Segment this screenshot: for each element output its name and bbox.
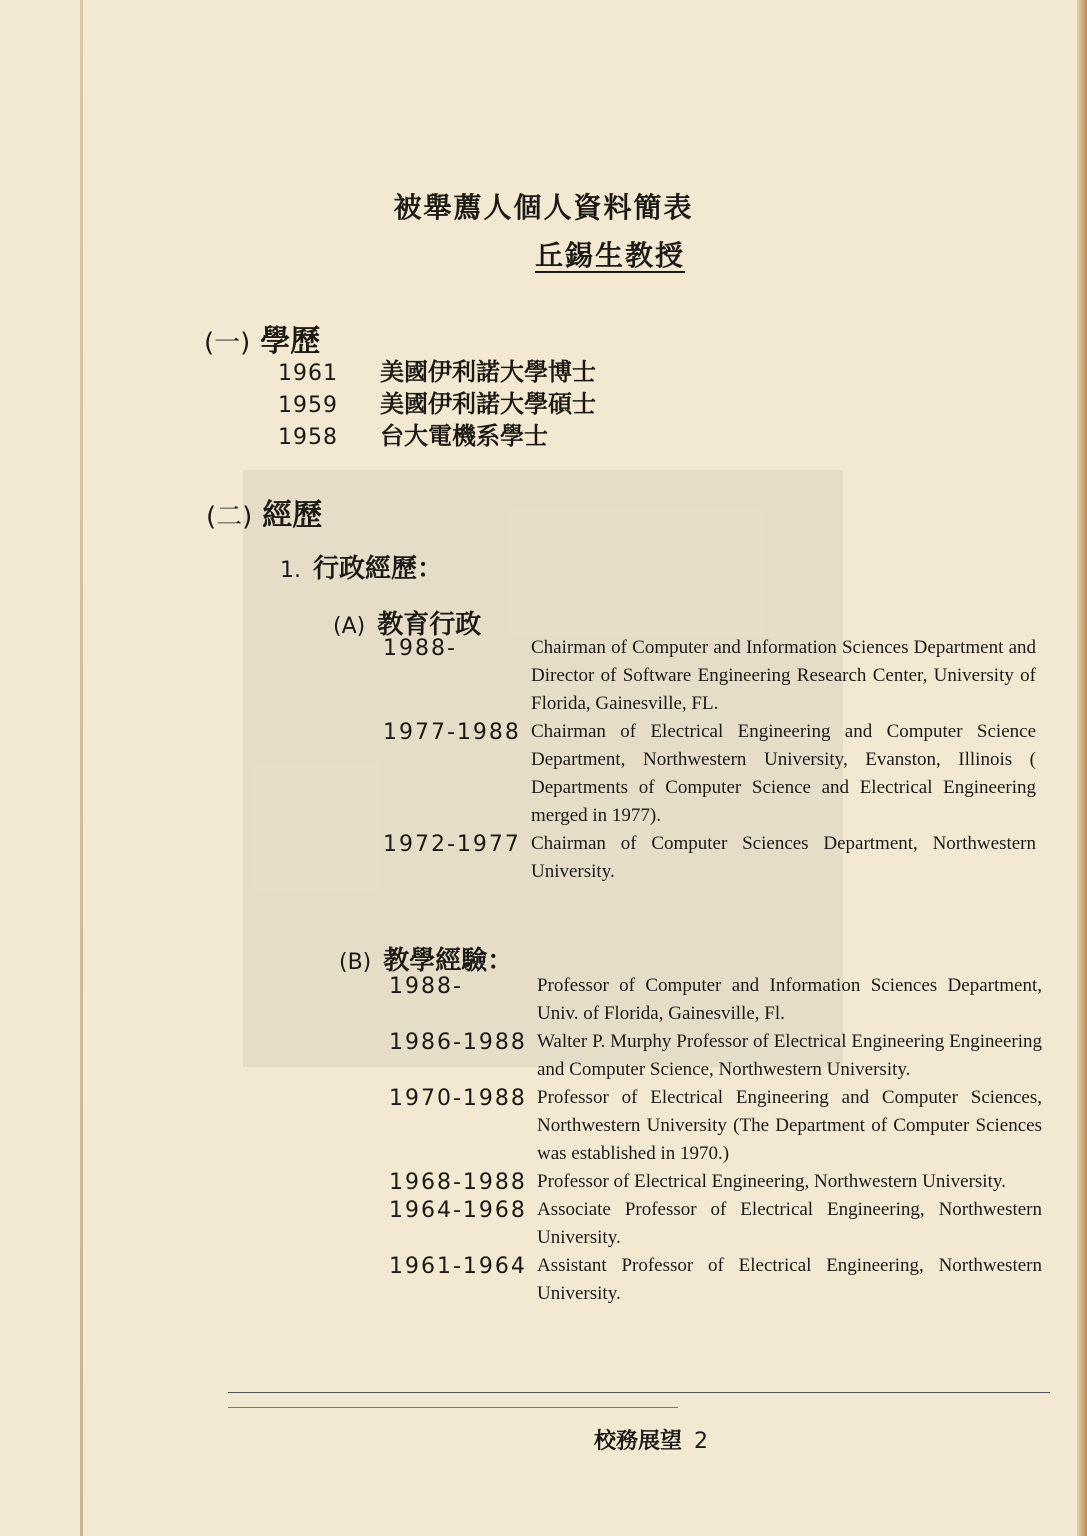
nominee-name: 丘錫生教授	[535, 239, 686, 272]
entry-text: Chairman of Computer Sciences Department, Northwestern University.	[531, 833, 1036, 882]
entry-year: 1968-1988	[389, 1170, 527, 1195]
education-year: 1958	[278, 425, 338, 450]
teaching-entry	[389, 1084, 1042, 1168]
entry-text: Professor of Computer and Information Sciences Department, Univ. of Florida, Gainesville, Fl.	[537, 975, 1042, 1024]
teaching-entry	[389, 1252, 1042, 1308]
teaching-heading-num: (B)	[339, 950, 372, 975]
edu-admin-entry	[383, 830, 1036, 886]
education-year: 1959	[278, 393, 338, 418]
education-item	[278, 384, 596, 419]
edu-admin-heading-num: (A)	[333, 614, 366, 639]
education-item	[278, 416, 548, 451]
experience-heading	[206, 490, 322, 534]
title-text: 被舉薦人個人資料簡表	[393, 191, 694, 224]
entry-text: Professor of Electrical Engineering, Northwestern University.	[537, 1171, 1006, 1192]
entry-text: Professor of Electrical Engineering and Computer Sciences, Northwestern University (The Department of Computer Sciences was established in 1970.)	[537, 1087, 1042, 1164]
teaching-list	[389, 972, 1042, 1308]
entry-year: 1988-	[383, 636, 457, 661]
entry-year: 1970-1988	[389, 1086, 527, 1111]
teaching-entry	[389, 1028, 1042, 1084]
admin-heading	[280, 548, 443, 585]
entry-year: 1988-	[389, 974, 463, 999]
education-degree: 台大電機系學士	[380, 421, 548, 450]
edu-admin-list	[383, 634, 1036, 886]
teaching-entry	[389, 1196, 1042, 1252]
entry-text: Chairman of Electrical Engineering and Computer Science Department, Northwestern University, Evanston, Illinois ( Departments of Computer Science and Electrical Engineering merged in 1977).	[531, 721, 1036, 826]
entry-text: Associate Professor of Electrical Engineering, Northwestern University.	[537, 1199, 1042, 1248]
entry-year: 1986-1988	[389, 1030, 527, 1055]
experience-heading-text: 經歷	[262, 498, 323, 533]
experience-heading-num: (二)	[206, 502, 253, 532]
entry-year: 1972-1977	[383, 832, 521, 857]
entry-year: 1961-1964	[389, 1254, 527, 1279]
page-title	[100, 186, 1087, 226]
page-footer	[594, 1424, 708, 1455]
admin-heading-text: 行政經歷：	[313, 554, 444, 584]
teaching-entry	[389, 1168, 1042, 1196]
education-item	[278, 352, 596, 387]
education-heading-num: (一)	[204, 328, 251, 358]
entry-text: Chairman of Computer and Information Sciences Department and Director of Software Engineering Research Center, University of Florida, Gainesville, FL.	[531, 637, 1036, 714]
footer-divider	[228, 1392, 1050, 1393]
education-year: 1961	[278, 361, 338, 386]
entry-text: Assistant Professor of Electrical Engineering, Northwestern University.	[537, 1255, 1042, 1304]
education-degree: 美國伊利諾大學碩士	[380, 389, 596, 418]
edu-admin-entry	[383, 634, 1036, 718]
entry-text: Walter P. Murphy Professor of Electrical Engineering Engineering and Computer Science, Northwestern University.	[537, 1031, 1042, 1080]
teaching-entry	[389, 972, 1042, 1028]
page-right-edge	[1077, 0, 1087, 1536]
education-degree: 美國伊利諾大學博士	[380, 357, 596, 386]
admin-heading-num: 1.	[280, 558, 301, 583]
footer-label: 校務展望	[594, 1428, 683, 1454]
footer-divider-secondary	[228, 1407, 678, 1408]
entry-year: 1977-1988	[383, 720, 521, 745]
education-heading-text: 學歷	[260, 324, 321, 359]
page-edge	[80, 0, 83, 1536]
edu-admin-heading-text: 教育行政	[377, 610, 482, 640]
page-number: 2	[694, 1429, 709, 1454]
entry-year: 1964-1968	[389, 1198, 527, 1223]
edu-admin-entry	[383, 718, 1036, 830]
teaching-heading-text: 教學經驗：	[383, 946, 514, 976]
